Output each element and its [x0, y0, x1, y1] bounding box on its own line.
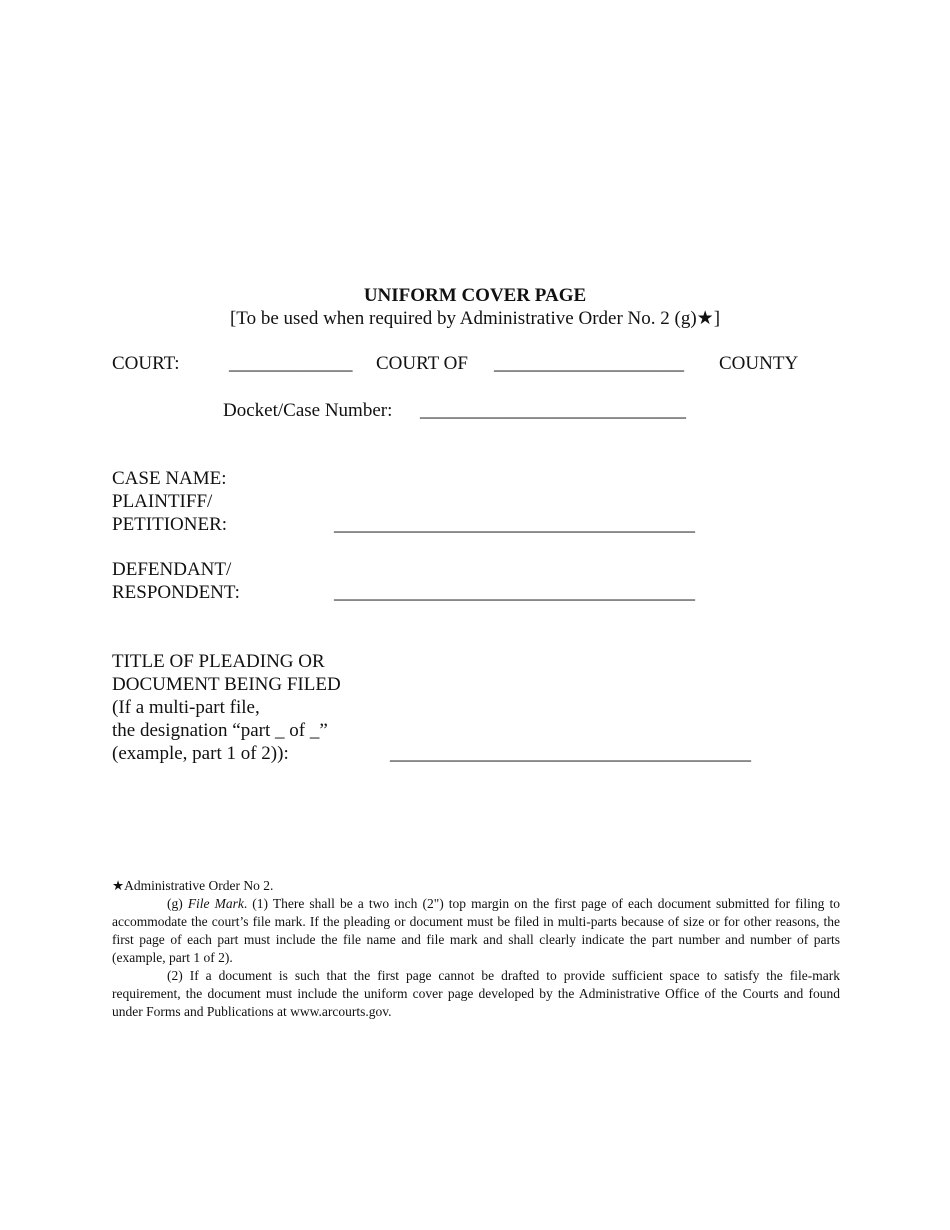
case-name-label: CASE NAME:: [112, 468, 227, 489]
pleading-title-label-line4: the designation “part _ of _”: [112, 720, 328, 741]
pleading-title-blank[interactable]: ______________________________________: [390, 743, 751, 764]
defendant-blank[interactable]: ______________________________________: [334, 582, 695, 603]
plaintiff-label-line2: PETITIONER:: [112, 514, 228, 535]
defendant-label-line1: DEFENDANT/: [112, 559, 232, 580]
page-title: UNIFORM COVER PAGE: [363, 285, 587, 306]
pleading-title-label-line3: (If a multi-part file,: [112, 697, 260, 718]
plaintiff-label-line1: PLAINTIFF/: [112, 491, 213, 512]
footnote-heading: ★Administrative Order No 2.: [112, 878, 274, 893]
footnote-paragraph-1: [112, 895, 840, 967]
pleading-title-label-line5: (example, part 1 of 2)):: [112, 743, 289, 764]
plaintiff-blank[interactable]: ______________________________________: [334, 514, 695, 535]
defendant-label-line2: RESPONDENT:: [112, 582, 240, 603]
footnote-paragraph-2: (2) If a document is such that the first page cannot be drafted to provide sufficient space to satisfy the file-mark requirement, the document must include the uniform cover page developed by the Administrative Office of the Courts and found under Forms and Publications at www.arcourts.gov.: [112, 968, 840, 1019]
footnote-file-mark: File Mark: [187, 896, 244, 911]
docket-number-blank[interactable]: ____________________________: [420, 400, 686, 421]
footnote-g-text: . (1) There shall be a two inch (2") top margin on the first page of each document submitted for filing to accommodate the court’s file mark. If the pleading or document must be filed in multi-parts because of size or for other reasons, the first page of each part must include the file name and file mark and shall clearly indicate the part number and number of parts (example, part 1 of 2).: [112, 896, 840, 965]
pleading-title-label-line1: TITLE OF PLEADING OR: [112, 651, 325, 672]
pleading-title-label-line2: DOCUMENT BEING FILED: [112, 674, 341, 695]
court-name-blank[interactable]: _____________: [229, 353, 353, 374]
county-label: COUNTY: [719, 353, 799, 374]
page-subtitle: [To be used when required by Administrative Order No. 2 (g)★]: [229, 308, 721, 329]
footnote-g-prefix: (g): [167, 896, 188, 911]
county-name-blank[interactable]: ____________________: [494, 353, 684, 374]
court-of-label: COURT OF: [376, 353, 468, 374]
docket-label: Docket/Case Number:: [223, 400, 393, 421]
court-label: COURT:: [112, 353, 180, 374]
footnote: [112, 877, 840, 1021]
